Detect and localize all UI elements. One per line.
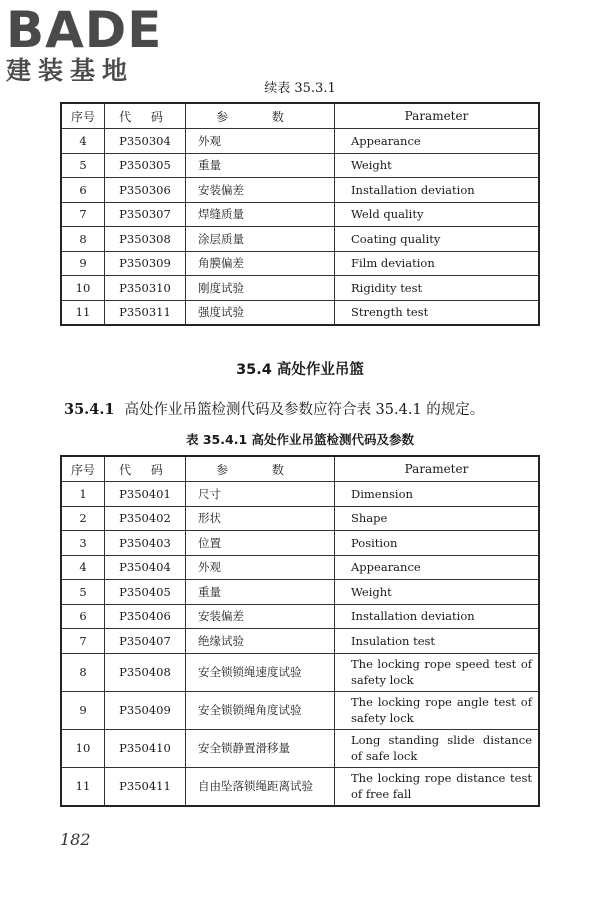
clause-paragraph — [64, 398, 584, 419]
cell-seq: 2 — [61, 506, 105, 531]
cell-code: P350409 — [105, 691, 186, 729]
continued-parameter-table — [60, 102, 540, 326]
table-row — [61, 129, 539, 154]
table-row — [61, 251, 539, 276]
cell-code: P350408 — [105, 653, 186, 691]
table-header-row — [61, 103, 539, 129]
table-row — [61, 227, 539, 252]
header-code: 代 码 — [105, 103, 186, 129]
logo — [6, 1, 174, 86]
cell-seq: 10 — [61, 729, 105, 767]
cell-seq: 5 — [61, 580, 105, 605]
cell-seq: 5 — [61, 153, 105, 178]
cell-parameter-cn: 安全锁锁绳速度试验 — [186, 653, 335, 691]
table-row — [61, 580, 539, 605]
cell-code: P350310 — [105, 276, 186, 301]
cell-code: P350410 — [105, 729, 186, 767]
cell-seq: 6 — [61, 604, 105, 629]
cell-parameter-en: The locking rope speed test of safety lock — [335, 653, 540, 691]
cell-parameter-en: Strength test — [335, 300, 540, 325]
cell-parameter-cn: 安装偏差 — [186, 178, 335, 203]
table-header-row — [61, 456, 539, 482]
cell-code: P350406 — [105, 604, 186, 629]
cell-parameter-en: Weight — [335, 580, 540, 605]
cell-parameter-cn: 刚度试验 — [186, 276, 335, 301]
cell-parameter-en: Dimension — [335, 482, 540, 507]
cell-code: P350306 — [105, 178, 186, 203]
cell-parameter-cn: 自由坠落锁绳距离试验 — [186, 767, 335, 806]
cell-parameter-en: Installation deviation — [335, 604, 540, 629]
cell-parameter-cn: 形状 — [186, 506, 335, 531]
table-row — [61, 767, 539, 806]
cell-code: P350404 — [105, 555, 186, 580]
table-row — [61, 729, 539, 767]
cell-parameter-en: Film deviation — [335, 251, 540, 276]
cell-code: P350407 — [105, 629, 186, 654]
cell-code: P350405 — [105, 580, 186, 605]
cell-parameter-cn: 涂层质量 — [186, 227, 335, 252]
cell-parameter-en: Coating quality — [335, 227, 540, 252]
header-parameter-cn: 参 数 — [186, 456, 335, 482]
cell-seq: 7 — [61, 629, 105, 654]
cell-seq: 7 — [61, 202, 105, 227]
table-row — [61, 653, 539, 691]
table-row — [61, 300, 539, 325]
cell-seq: 8 — [61, 227, 105, 252]
cell-code: P350403 — [105, 531, 186, 556]
section-heading: 35.4 高处作业吊篮 — [236, 362, 364, 378]
cell-parameter-cn: 焊缝质量 — [186, 202, 335, 227]
cell-code: P350401 — [105, 482, 186, 507]
cell-parameter-cn: 强度试验 — [186, 300, 335, 325]
cell-seq: 6 — [61, 178, 105, 203]
header-seq: 序号 — [61, 103, 105, 129]
cell-parameter-cn: 外观 — [186, 129, 335, 154]
table-row — [61, 691, 539, 729]
cell-seq: 11 — [61, 300, 105, 325]
cell-parameter-en: Shape — [335, 506, 540, 531]
cell-seq: 3 — [61, 531, 105, 556]
cell-code: P350311 — [105, 300, 186, 325]
cell-seq: 9 — [61, 251, 105, 276]
table-row — [61, 555, 539, 580]
cell-parameter-en: Weight — [335, 153, 540, 178]
cell-seq: 11 — [61, 767, 105, 806]
cell-parameter-en: The locking rope distance test of free fall — [335, 767, 540, 806]
cell-parameter-cn: 外观 — [186, 555, 335, 580]
header-parameter-en: Parameter — [335, 103, 540, 129]
cell-seq: 8 — [61, 653, 105, 691]
table-main-caption: 表 35.4.1 高处作业吊篮检测代码及参数 — [186, 432, 414, 447]
cell-parameter-cn: 绝缘试验 — [186, 629, 335, 654]
cell-seq: 4 — [61, 129, 105, 154]
cell-code: P350305 — [105, 153, 186, 178]
cell-parameter-cn: 安全锁静置滑移量 — [186, 729, 335, 767]
cell-parameter-cn: 角膜偏差 — [186, 251, 335, 276]
header-seq: 序号 — [61, 456, 105, 482]
cell-parameter-en: Rigidity test — [335, 276, 540, 301]
page-number: 182 — [60, 830, 91, 849]
table-row — [61, 153, 539, 178]
table-row — [61, 531, 539, 556]
clause-number: 35.4.1 — [64, 401, 115, 418]
cell-parameter-cn: 安全锁锁绳角度试验 — [186, 691, 335, 729]
clause-text: 高处作业吊篮检测代码及参数应符合表 35.4.1 的规定。 — [124, 402, 485, 418]
cell-parameter-cn: 重量 — [186, 153, 335, 178]
cell-code: P350309 — [105, 251, 186, 276]
cell-parameter-en: Appearance — [335, 129, 540, 154]
table-row — [61, 482, 539, 507]
header-parameter-en: Parameter — [335, 456, 540, 482]
cell-parameter-en: Appearance — [335, 555, 540, 580]
table-row — [61, 202, 539, 227]
cell-code: P350307 — [105, 202, 186, 227]
cell-parameter-cn: 重量 — [186, 580, 335, 605]
cell-parameter-cn: 尺寸 — [186, 482, 335, 507]
cell-seq: 1 — [61, 482, 105, 507]
table-row — [61, 604, 539, 629]
table-row — [61, 178, 539, 203]
cell-parameter-en: Installation deviation — [335, 178, 540, 203]
gondola-parameter-table — [60, 455, 540, 807]
table-continued-caption: 续表 35.3.1 — [264, 81, 336, 96]
cell-seq: 4 — [61, 555, 105, 580]
cell-parameter-en: Weld quality — [335, 202, 540, 227]
cell-parameter-en: Long standing slide distance of safe lock — [335, 729, 540, 767]
cell-parameter-en: Position — [335, 531, 540, 556]
table-row — [61, 276, 539, 301]
cell-code: P350308 — [105, 227, 186, 252]
table-row — [61, 629, 539, 654]
logo-subtitle: 建装基地 — [6, 56, 135, 85]
cell-parameter-en: The locking rope angle test of safety lock — [335, 691, 540, 729]
table-row — [61, 506, 539, 531]
cell-parameter-cn: 安装偏差 — [186, 604, 335, 629]
logo-brand: BADE — [6, 1, 163, 59]
cell-code: P350304 — [105, 129, 186, 154]
header-parameter-cn: 参 数 — [186, 103, 335, 129]
cell-code: P350402 — [105, 506, 186, 531]
cell-seq: 9 — [61, 691, 105, 729]
cell-code: P350411 — [105, 767, 186, 806]
cell-parameter-en: Insulation test — [335, 629, 540, 654]
header-code: 代 码 — [105, 456, 186, 482]
cell-parameter-cn: 位置 — [186, 531, 335, 556]
cell-seq: 10 — [61, 276, 105, 301]
